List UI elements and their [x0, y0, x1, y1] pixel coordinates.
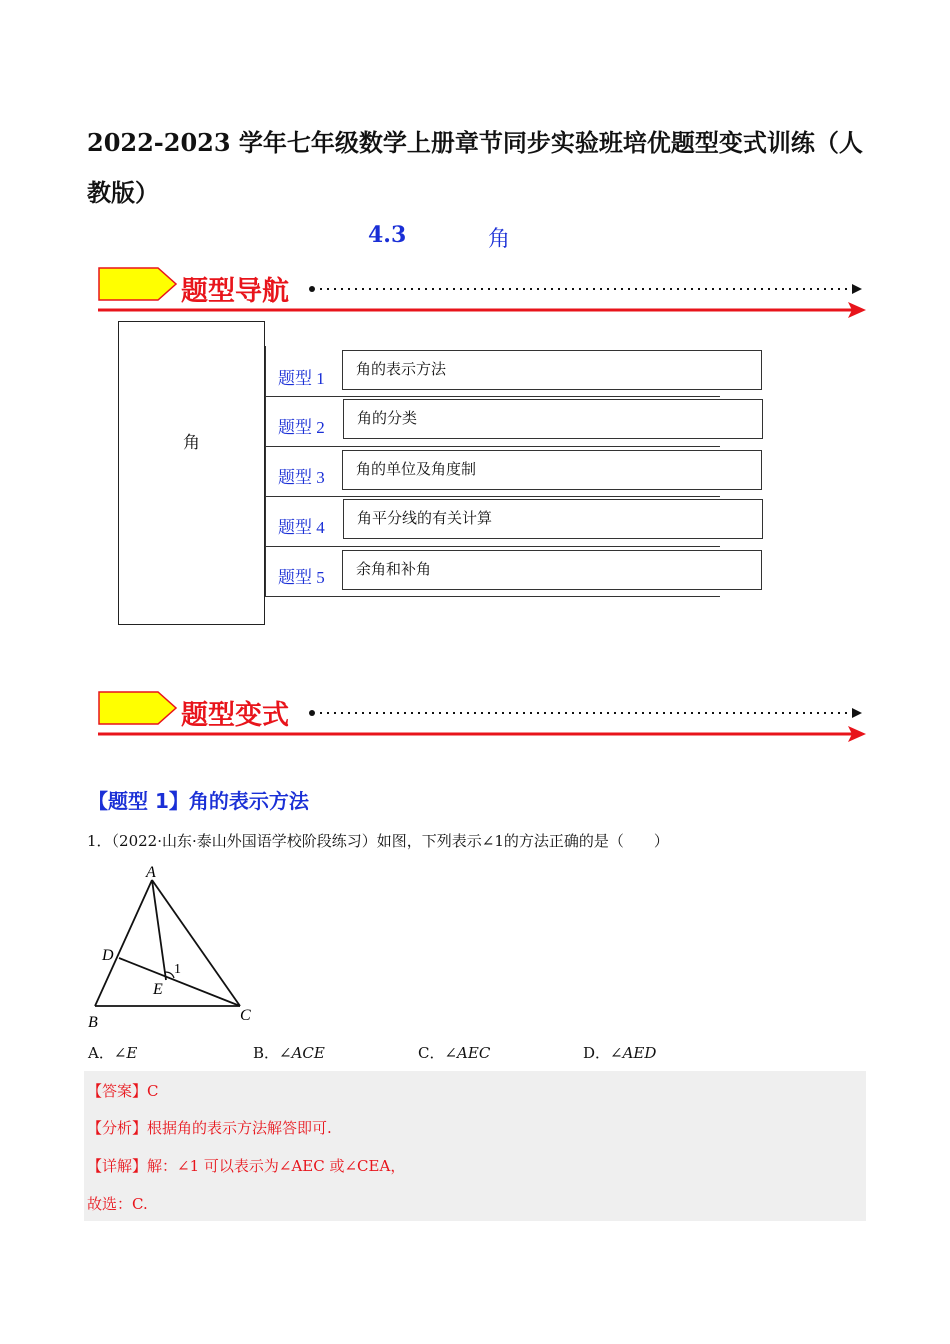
answer-line [87, 1080, 159, 1101]
segment-AC [152, 880, 240, 1006]
label-B: B [88, 1014, 98, 1031]
dotted-line-end-icon [852, 708, 862, 718]
nav-divider [265, 596, 720, 597]
segment-AB [95, 880, 152, 1006]
analysis-label: 【分析】 [87, 1119, 148, 1137]
option-c [418, 1042, 490, 1063]
answer-label: 【答案】 [87, 1082, 148, 1100]
nav-item-box: 角的分类 [343, 399, 763, 439]
option-b [253, 1042, 325, 1063]
dotted-line-start-icon [309, 286, 315, 292]
question-text: 1．（2022·山东·泰山外国语学校阶段练习）如图，下列表示∠1的方法正确的是（ ） [87, 832, 669, 850]
document-title: 2022-2023 学年七年级数学上册章节同步实验班培优题型变式训练（人教版） [87, 128, 863, 207]
label-D: D [102, 947, 114, 964]
nav-type-label: 题型 2 [278, 418, 325, 437]
nav-root-box [118, 321, 265, 625]
nav-divider [265, 396, 720, 397]
analysis-text: 根据角的表示方法解答即可. [147, 1119, 332, 1137]
label-C: C [240, 1007, 251, 1024]
label-A: A [146, 864, 156, 881]
option-text: ∠E [113, 1044, 138, 1062]
option-letter: D． [583, 1044, 611, 1062]
segment-AE [152, 880, 166, 980]
nav-type-label: 题型 3 [278, 468, 325, 487]
banner-arrow-icon [99, 268, 176, 300]
option-text: ∠AED [610, 1044, 657, 1062]
label-1: 1 [174, 962, 181, 977]
nav-divider [265, 546, 720, 547]
analysis-line [87, 1117, 332, 1138]
option-text: ∠AEC [444, 1044, 491, 1062]
nav-root-label: 角 [183, 433, 200, 453]
option-d [583, 1042, 656, 1063]
dotted-line-start-icon [309, 710, 315, 716]
nav-item-box: 角的单位及角度制 [342, 450, 762, 490]
option-a [88, 1042, 137, 1063]
triangle-figure [82, 860, 272, 1035]
detail-text: 解：∠1 可以表示为∠AEC 或∠CEA， [147, 1157, 406, 1175]
section-number: 4.3 [368, 222, 407, 248]
question-type-heading: 【题型 1】角的表示方法 [88, 789, 309, 813]
option-text: ∠ACE [279, 1044, 325, 1062]
nav-type-label: 题型 1 [278, 369, 325, 388]
nav-type-label: 题型 4 [278, 518, 325, 537]
answer-value: C [147, 1082, 159, 1100]
nav-item-box: 余角和补角 [342, 550, 762, 590]
nav-item-box: 角平分线的有关计算 [343, 499, 763, 539]
banner-arrow-icon [99, 692, 176, 724]
label-E: E [153, 981, 163, 998]
variants-section-heading: 题型变式 [181, 700, 289, 731]
dotted-line-end-icon [852, 284, 862, 294]
section-name: 角 [488, 227, 511, 252]
detail-label: 【详解】 [87, 1157, 148, 1175]
option-letter: C． [418, 1044, 445, 1062]
option-letter: A． [88, 1044, 114, 1062]
nav-type-label: 题型 5 [278, 568, 325, 587]
detail-line [87, 1155, 405, 1176]
option-letter: B． [253, 1044, 280, 1062]
conclusion-line: 故选：C. [87, 1195, 148, 1213]
nav-section-heading: 题型导航 [181, 276, 289, 307]
nav-divider [265, 496, 720, 497]
nav-connector [265, 346, 266, 597]
answer-panel [84, 1071, 866, 1221]
nav-divider [265, 446, 720, 447]
nav-item-box: 角的表示方法 [342, 350, 762, 390]
